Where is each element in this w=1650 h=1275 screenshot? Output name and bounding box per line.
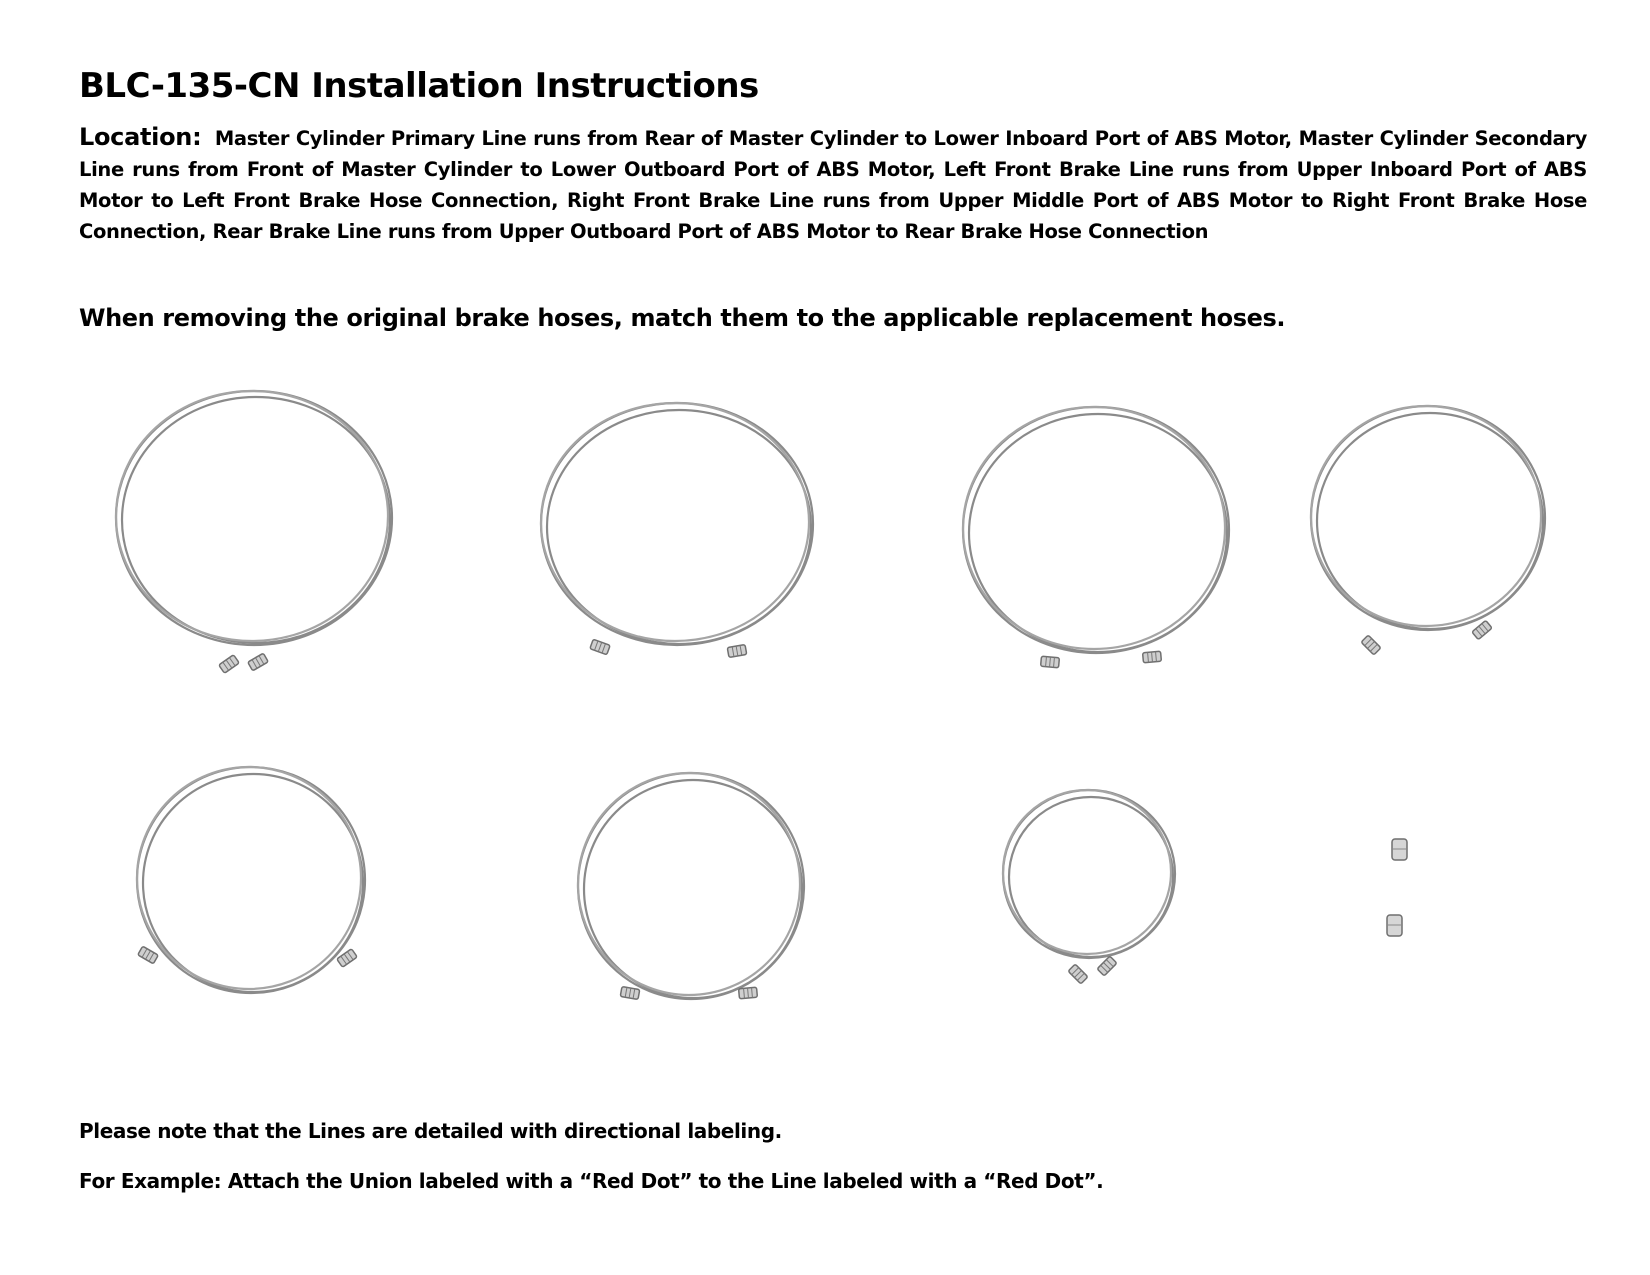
brake-line-coil-7 [1003, 790, 1175, 984]
brake-line-coil-5 [137, 767, 365, 993]
brake-line-coil-2 [541, 403, 813, 657]
brake-line-coil-6 [578, 773, 804, 999]
page-title: BLC-135-CN Installation Instructions [79, 66, 759, 106]
brake-line-coil-4 [1311, 406, 1545, 655]
brake-line-coil-3 [963, 407, 1229, 668]
brake-line-coil-1 [116, 391, 392, 673]
union-fittings-pair [1387, 839, 1407, 936]
directional-label-note: Please note that the Lines are detailed with directional labeling. [79, 1119, 782, 1143]
red-dot-example-note: For Example: Attach the Union labeled with a “Red Dot” to the Line labeled with a “Red Dot”. [79, 1169, 1104, 1193]
location-label: Location: [79, 123, 202, 151]
subheading: When removing the original brake hoses, match them to the applicable replacement hoses. [79, 304, 1286, 332]
location-text: Master Cylinder Primary Line runs from Rear of Master Cylinder to Lower Inboard Port of ABS Motor, Master Cylinder Secondary Line runs from Front of Master Cylinder to Lower Outboard Port of ABS Motor, Left Front Brake Line runs from Upper Inboard Port of ABS Motor to Left Front Brake Hose Connection, Right Front Brake Line runs from Upper Middle Port of ABS Motor to Right Front Brake Hose Connection, Rear Brake Line runs from Upper Outboard Port of ABS Motor to Rear Brake Hose Connection [79, 127, 1587, 243]
